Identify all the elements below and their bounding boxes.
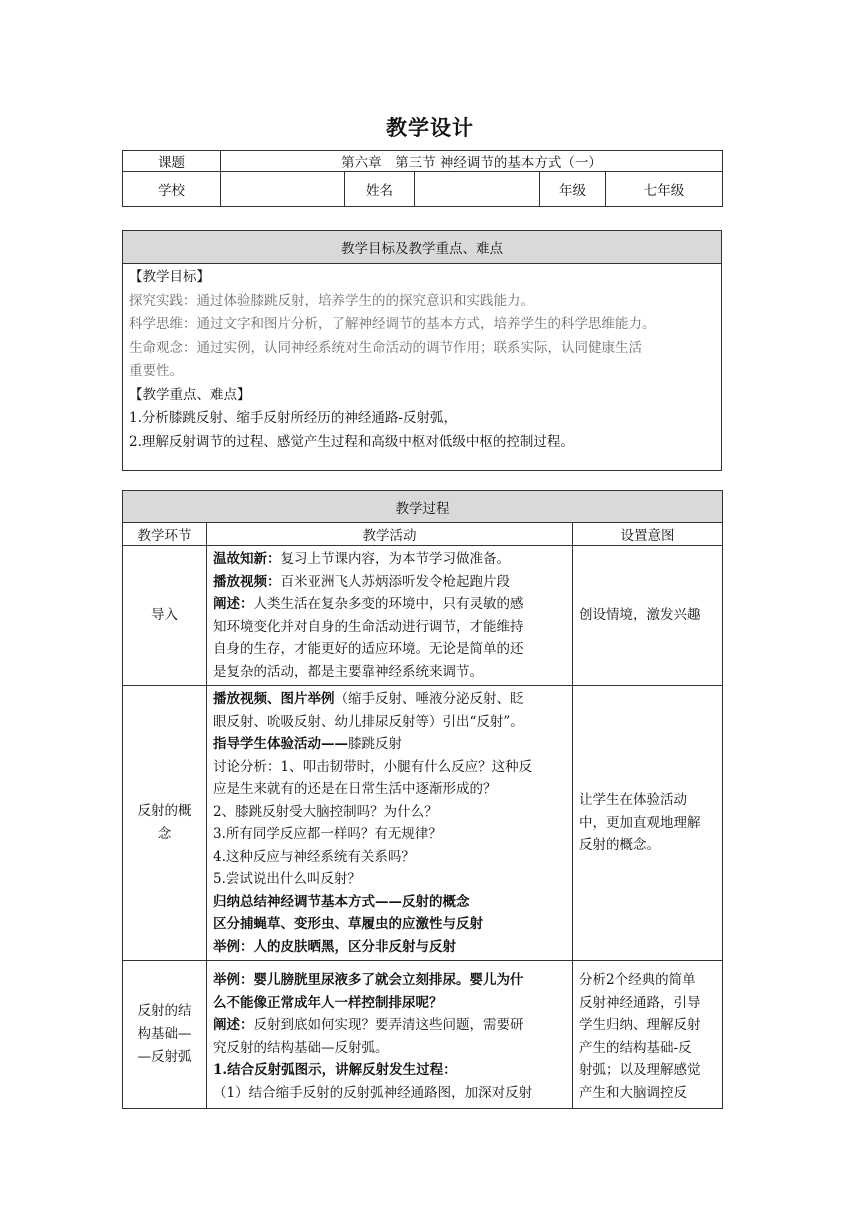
grade-value: 七年级 (606, 172, 723, 207)
goal-line: 探究实践：通过体验膝跳反射，培养学生的的探究意识和实践能力。 (129, 292, 534, 309)
process-table (122, 490, 723, 1109)
col-intent-header: 设置意图 (573, 523, 723, 546)
key-heading: 【教学重点、难点】 (129, 386, 251, 403)
goal-line: 重要性。 (129, 363, 183, 379)
activity-cell: 举例：婴儿膀胱里尿液多了就会立刻排尿。婴儿为什 么不能像正常成年人一样控制排尿呢？ 阐述：反射到底如何实现？要弄清这些问题，需要研 究反射的结构基础—反射弧。 1.结合反射弧图示，讲解反射发生过程： （1）结合缩手反射的反射弧神经通路图，加深对反射 (207, 961, 573, 1109)
topic-label: 课题 (123, 151, 221, 172)
topic-value: 第六章 第三节 神经调节的基本方式（一） (221, 151, 723, 172)
table-row (123, 961, 723, 1109)
col-stage-header: 教学环节 (123, 523, 207, 546)
stage-cell: 反射的结 构基础— —反射弧 (123, 961, 207, 1109)
grade-label: 年级 (540, 172, 606, 207)
school-value (221, 172, 345, 207)
intent-cell: 让学生在体验活动 中，更加直观地理解 反射的概念。 (573, 686, 723, 961)
process-header: 教学过程 (123, 491, 723, 523)
lesson-info-table (122, 150, 723, 207)
goal-line: 科学思维：通过文字和图片分析，了解神经调节的基本方式，培养学生的科学思维能力。 (129, 316, 656, 332)
activity-cell: 播放视频、图片举例（缩手反射、唾液分泌反射、眨 眼反射、吮吸反射、幼儿排尿反射等）引出“反射”。 指导学生体验活动——膝跳反射 讨论分析：1、叩击韧带时，小腿有什么反应？这种反 应是生来就有的还是在日常生活中逐渐形成的？ 2、膝跳反射受大脑控制吗？为什么？ 3.所有同学反应都一样吗？有无规律？ 4.这种反应与神经系统有关系吗？ 5.尝试说出什么叫反射？ 归纳总结神经调节基本方式——反射的概念 区分捕蝇草、变形虫、草履虫的应激性与反射 举例：人的皮肤晒黑，区分非反射与反射 (207, 686, 573, 961)
key-line: 2.理解反射调节的过程、感觉产生过程和高级中枢对低级中枢的控制过程。 (129, 433, 574, 450)
objectives-header: 教学目标及教学重点、难点 (123, 231, 722, 264)
table-row (123, 546, 723, 686)
name-value (415, 172, 540, 207)
intent-cell: 创设情境，激发兴趣 (573, 546, 723, 686)
stage-cell: 反射的概 念 (123, 686, 207, 961)
goal-line: 生命观念：通过实例，认同神经系统对生命活动的调节作用；联系实际，认同健康生活 (129, 339, 642, 356)
col-activity-header: 教学活动 (207, 523, 573, 546)
document-title: 教学设计 (386, 116, 474, 140)
objectives-body (123, 264, 722, 471)
name-label: 姓名 (345, 172, 415, 207)
activity-cell: 温故知新：复习上节课内容，为本节学习做准备。 播放视频：百米亚洲飞人苏炳添听发令枪起跑片段 阐述：人类生活在复杂多变的环境中，只有灵敏的感 知环境变化并对自身的生命活动进行调节，才能维持 自身的生存，才能更好的适应环境。无论是简单的还 是复杂的活动，都是主要靠神经系统来调节。 (207, 546, 573, 686)
objectives-table (122, 230, 722, 471)
school-label: 学校 (123, 172, 221, 207)
key-line: 1.分析膝跳反射、缩手反射所经历的神经通路-反射弧， (129, 410, 457, 426)
table-row (123, 686, 723, 961)
stage-cell: 导入 (123, 546, 207, 686)
intent-cell: 分析2个经典的简单 反射神经通路，引导 学生归纳、理解反射 产生的结构基础-反 射弧；以及理解感觉 产生和大脑调控反 (573, 961, 723, 1109)
goal-heading: 【教学目标】 (129, 269, 210, 285)
